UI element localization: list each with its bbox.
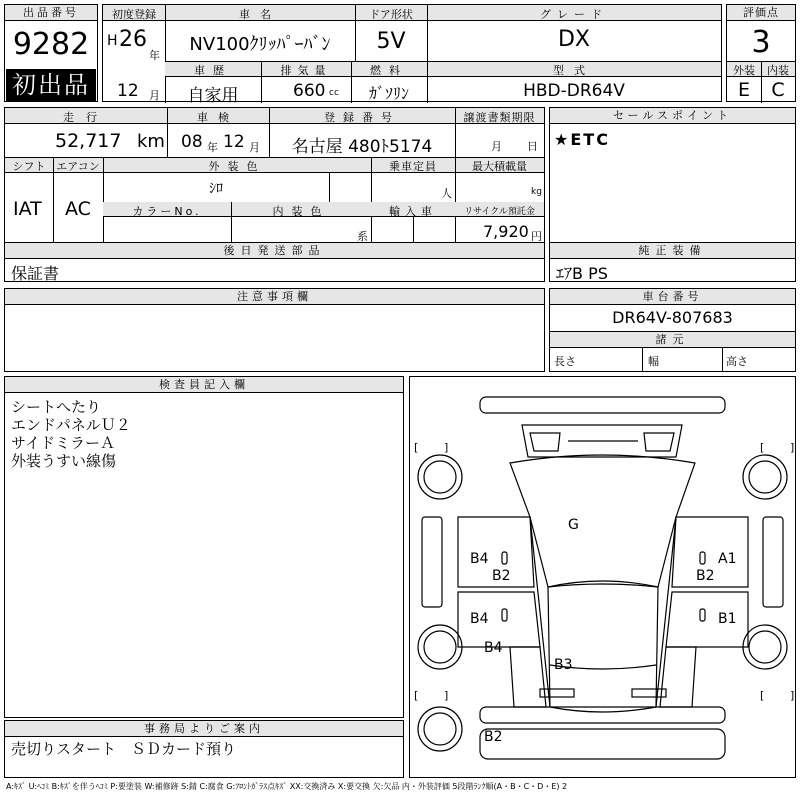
- interior-label: 内装: [767, 64, 789, 77]
- sep: [722, 347, 723, 371]
- recycle-label: リサイクル預託金: [464, 207, 535, 217]
- sep: [371, 157, 372, 243]
- mileage-unit: km: [137, 131, 165, 152]
- exterior-score: E: [737, 79, 750, 101]
- svg-text:]: ]: [444, 689, 449, 702]
- fuel-label: 燃料: [370, 64, 408, 77]
- inspector-line: 外装うすい線傷: [11, 452, 117, 470]
- exterior-label: 外装: [733, 64, 755, 77]
- lot-box: [4, 4, 98, 102]
- damage-diagram: [409, 376, 796, 778]
- capacity-unit: 人: [441, 187, 452, 200]
- sep: [642, 347, 643, 371]
- capacity-label: 乗車定員: [389, 160, 437, 173]
- later-parts-label: 後日発送部品: [5, 243, 544, 259]
- damage-mark: B2: [696, 568, 715, 584]
- notes-label: 注意事項欄: [5, 289, 544, 305]
- score-box: [726, 4, 796, 102]
- svg-text:[: [: [414, 689, 419, 702]
- transfer-month-unit: 月: [491, 140, 502, 153]
- grade-value: DX: [557, 27, 590, 52]
- svg-text:]: ]: [790, 441, 795, 454]
- interior-score: C: [771, 79, 785, 101]
- chassis-box: [549, 288, 796, 372]
- displacement: 660: [293, 81, 326, 101]
- genuine-equipment-value: ｴｱB PS: [556, 264, 608, 283]
- chassis-label: 車台番号: [550, 289, 795, 305]
- first-reg-year: 26: [119, 27, 147, 52]
- dims-label: 諸元: [550, 331, 795, 348]
- shift-label: シフト: [12, 160, 46, 173]
- height-label: 高さ: [726, 355, 748, 368]
- damage-mark: B3: [554, 657, 573, 673]
- notes-box: [4, 288, 545, 372]
- damage-mark: B4: [484, 640, 503, 656]
- transfer-label: 譲渡書類期限: [463, 111, 536, 124]
- first-reg-month: 12: [117, 81, 139, 101]
- car-name-label: 車名: [239, 8, 281, 21]
- transfer-day-unit: 日: [527, 140, 538, 153]
- svg-text:]: ]: [790, 689, 795, 702]
- ext-color: ｼﾛ: [209, 181, 223, 197]
- inspection-label: 車検: [197, 111, 239, 124]
- inspection-year-unit: 年: [207, 141, 218, 154]
- summary-table: [102, 4, 722, 106]
- damage-mark: B2: [492, 568, 511, 584]
- rear-step: [480, 729, 725, 759]
- grade-label: グレード: [540, 8, 608, 21]
- max-load-unit: kg: [531, 187, 542, 197]
- office-note: 売切りスタート ＳＤカード預り: [11, 740, 237, 758]
- fuel: ｶﾞｿﾘﾝ: [368, 84, 409, 103]
- score-label: 評価点: [727, 5, 795, 21]
- year-unit: 年: [149, 49, 160, 62]
- detail-table: [4, 107, 545, 243]
- mileage: 52,717: [55, 130, 122, 152]
- inspection-year: 08: [181, 132, 203, 152]
- legend: A:ｷｽﾞ U:ﾍｺﾐ B:ｷｽﾞを伴うﾍｺﾐ P:要塗装 W:補修跡 S:錆 C:腐食 G:ﾌﾛﾝﾄｶﾞﾗｽ点ｷｽﾞ XX:交換済み X:要交換 欠:欠品 内・外装評価 5段階ﾗﾝｸ順(A・B・C・D・E) 2: [6, 782, 568, 791]
- damage-mark: G: [568, 517, 579, 533]
- first-listing-badge: 初出品: [6, 69, 96, 101]
- sales-points: ★ETC: [554, 130, 610, 149]
- mileage-label: 走行: [63, 111, 109, 124]
- history-label: 車歴: [194, 64, 232, 77]
- inspector-label: 検査員記入欄: [5, 377, 403, 393]
- right-quarter: [660, 647, 696, 707]
- sep: [53, 157, 54, 243]
- model-code: HBD-DR64V: [523, 81, 625, 101]
- first-reg-label: 初度登録: [112, 8, 156, 21]
- damage-mark: B1: [718, 611, 737, 627]
- door-type: 5V: [376, 29, 406, 54]
- front-bumper: [480, 397, 725, 413]
- recycle-unit: 円: [531, 230, 542, 243]
- lot-no: 9282: [12, 27, 90, 62]
- length-label: 長さ: [554, 355, 576, 368]
- car-name: NV100ｸﾘｯﾊﾟｰﾊﾞﾝ: [189, 34, 331, 55]
- genuine-equipment-box: [549, 242, 796, 282]
- rear-bumper: [480, 707, 725, 723]
- sep: [167, 108, 168, 157]
- body-outline: [510, 455, 695, 587]
- displacement-unit: cc: [329, 88, 339, 98]
- svg-text:[: [: [414, 441, 419, 454]
- lot-no-label: 出品番号: [5, 5, 97, 21]
- chassis-number: DR64V-807683: [612, 308, 733, 327]
- inspector-line: エンドパネルＵ２: [11, 416, 131, 434]
- shift: IAT: [13, 198, 42, 220]
- inspection-month: 12: [223, 132, 245, 152]
- inspector-line: サイドミラーＡ: [11, 434, 115, 452]
- month-unit: 月: [149, 89, 160, 102]
- int-color-unit: 系: [357, 230, 368, 243]
- sep: [413, 217, 414, 243]
- registration-number: 名古屋 480ﾄ5174: [291, 137, 433, 157]
- sep: [455, 108, 456, 157]
- sep: [103, 157, 104, 243]
- door-label: ドア形状: [369, 8, 413, 21]
- recycle-fee: 7,920: [483, 222, 529, 241]
- damage-mark: A1: [718, 551, 737, 567]
- later-parts-box: [4, 242, 545, 282]
- ext-color-label: 外装色: [208, 160, 266, 173]
- roof: [548, 581, 658, 712]
- max-load-label: 最大積載量: [472, 160, 527, 173]
- left-quarter: [510, 647, 546, 707]
- svg-text:]: ]: [444, 441, 449, 454]
- width-label: 幅: [648, 355, 659, 368]
- inspector-line: シートへたり: [11, 398, 102, 416]
- damage-mark: B2: [484, 729, 503, 745]
- int-color-label: 内装色: [272, 205, 330, 218]
- inspection-month-unit: 月: [249, 141, 260, 154]
- import-label: 輸入車: [389, 205, 437, 218]
- car-outline-diagram: [410, 377, 795, 777]
- sep: [231, 202, 232, 243]
- first-reg-era: H: [107, 33, 118, 49]
- damage-mark: B4: [470, 551, 489, 567]
- genuine-equipment-label: 純正装備: [550, 243, 795, 259]
- air-conditioner: AC: [65, 198, 91, 220]
- damage-mark: B4: [470, 611, 489, 627]
- sales-points-label: セールスポイント: [550, 108, 795, 124]
- ac-label: エアコン: [56, 160, 100, 173]
- office-label: 事務局よりご案内: [5, 721, 403, 737]
- reg-no-label: 登録番号: [324, 111, 400, 124]
- displacement-label: 排気量: [280, 64, 332, 77]
- svg-text:[: [: [760, 441, 765, 454]
- svg-text:[: [: [760, 689, 765, 702]
- sep: [455, 157, 456, 243]
- wheel-front-left: [418, 455, 462, 499]
- history: 自家用: [187, 86, 239, 106]
- sales-points-box: [549, 107, 796, 243]
- inspector-box: [4, 376, 404, 718]
- office-box: [4, 720, 404, 778]
- later-parts-value: 保証書: [11, 264, 60, 283]
- color-no-label: カラーNo.: [132, 205, 202, 218]
- sep: [329, 173, 330, 202]
- score-value: 3: [751, 25, 771, 60]
- model-label: 型式: [553, 64, 595, 77]
- sep: [261, 61, 262, 103]
